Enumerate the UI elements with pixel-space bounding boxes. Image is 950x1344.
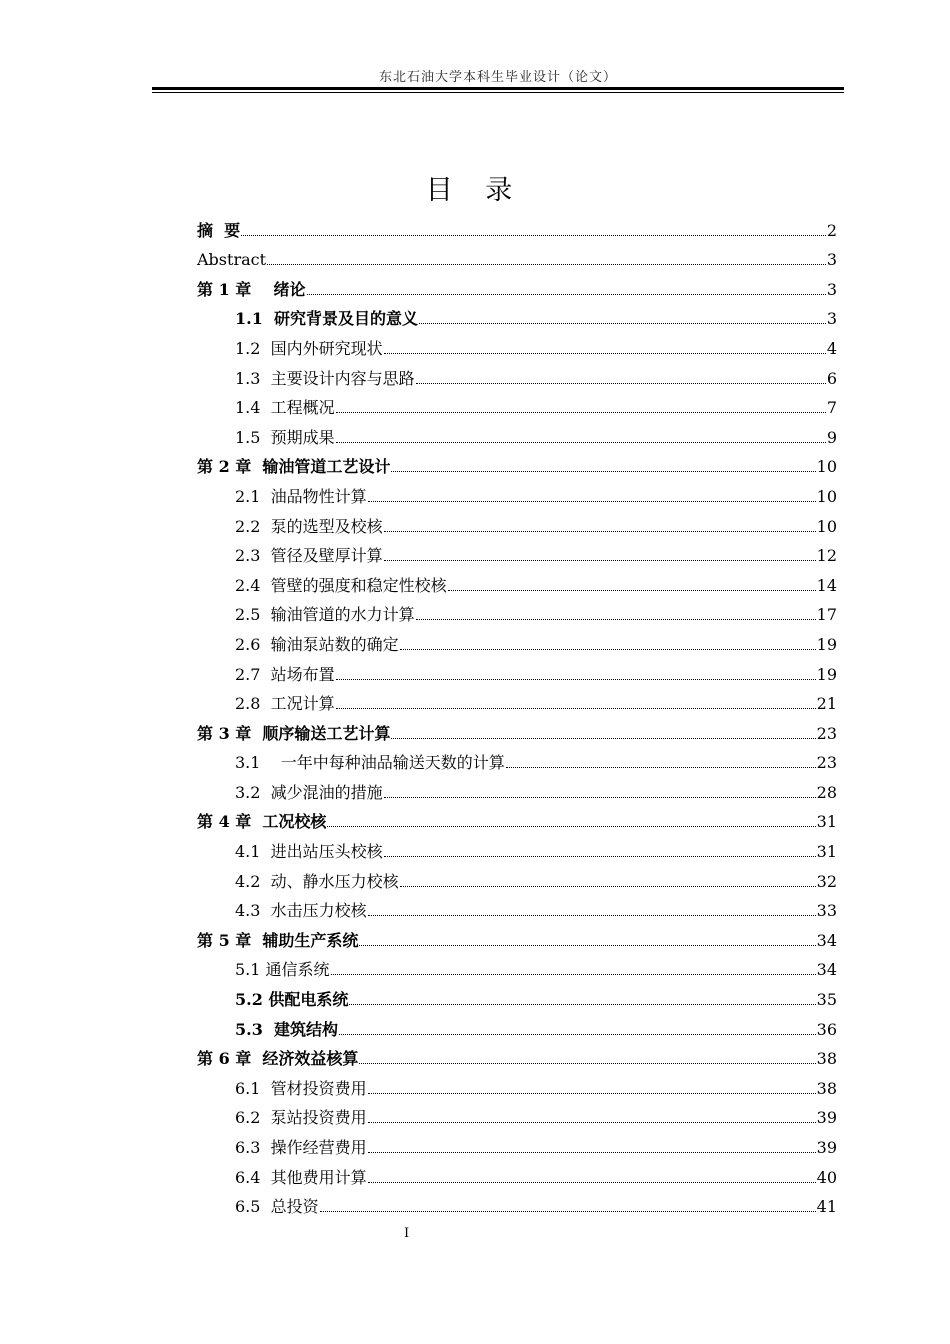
toc-title: 目 录 <box>425 175 525 206</box>
toc-entry-page: 23 <box>816 723 837 743</box>
toc-entry[interactable] <box>197 1099 837 1129</box>
toc-entry-page: 38 <box>816 1049 837 1069</box>
toc-entry[interactable] <box>197 537 837 567</box>
dot-leader <box>368 1122 816 1123</box>
toc-entry[interactable] <box>197 1158 837 1188</box>
dot-leader <box>368 1093 816 1094</box>
toc-entry-page: 3 <box>826 309 837 329</box>
toc-entry-label: 第 2 章 输油管道工艺设计 <box>197 457 391 477</box>
table-of-contents <box>197 211 837 1217</box>
dot-leader <box>267 264 826 265</box>
toc-entry-label: Abstract <box>197 250 267 270</box>
toc-entry[interactable] <box>197 596 837 626</box>
toc-entry[interactable] <box>197 211 837 241</box>
toc-entry-label: 第 6 章 经济效益核算 <box>197 1049 359 1069</box>
toc-entry[interactable] <box>197 448 837 478</box>
toc-entry-page: 3 <box>826 279 837 299</box>
toc-entry-page: 19 <box>816 664 837 684</box>
dot-leader <box>336 442 826 443</box>
toc-entry-page: 34 <box>816 930 837 950</box>
dot-leader <box>307 294 826 295</box>
toc-entry[interactable] <box>197 685 837 715</box>
toc-entry-page: 31 <box>816 842 837 862</box>
toc-entry[interactable] <box>197 1188 837 1218</box>
dot-leader <box>384 353 826 354</box>
toc-entry-page: 21 <box>816 694 837 714</box>
dot-leader <box>339 1034 816 1035</box>
toc-entry-label: 5.2 供配电系统 <box>235 990 349 1010</box>
dot-leader <box>384 531 816 532</box>
running-header: 东北石油大学本科生毕业设计（论文） <box>378 70 617 85</box>
dot-leader <box>419 323 826 324</box>
toc-entry-label: 第 4 章 工况校核 <box>197 812 327 832</box>
toc-entry[interactable] <box>197 389 837 419</box>
toc-entry-page: 38 <box>816 1078 837 1098</box>
toc-entry-page: 35 <box>816 990 837 1010</box>
dot-leader <box>506 767 816 768</box>
toc-entry-label: 2.5 输油管道的水力计算 <box>235 605 415 625</box>
toc-entry-label: 3.1 一年中每种油品输送天数的计算 <box>235 753 505 773</box>
toc-entry-page: 7 <box>826 398 837 418</box>
toc-entry-page: 39 <box>816 1108 837 1128</box>
toc-entry[interactable] <box>197 980 837 1010</box>
toc-entry[interactable] <box>197 773 837 803</box>
toc-entry-page: 19 <box>816 634 837 654</box>
toc-entry[interactable] <box>197 359 837 389</box>
toc-entry-page: 39 <box>816 1138 837 1157</box>
toc-entry-label: 1.4 工程概况 <box>235 398 335 418</box>
toc-entry-page: 12 <box>816 546 837 566</box>
toc-entry-page: 34 <box>816 960 837 980</box>
toc-entry[interactable] <box>197 270 837 300</box>
toc-entry-page: 10 <box>816 457 837 477</box>
header-rule-thin <box>152 92 844 93</box>
dot-leader <box>336 708 816 709</box>
toc-entry[interactable] <box>197 1128 837 1158</box>
toc-entry[interactable] <box>197 566 837 596</box>
toc-entry-page: 10 <box>816 486 837 506</box>
toc-entry-page: 6 <box>826 368 837 388</box>
toc-entry-label: 6.5 总投资 <box>235 1197 319 1217</box>
toc-entry[interactable] <box>197 1069 837 1099</box>
dot-leader <box>384 797 816 798</box>
header-rule-thick <box>152 87 844 90</box>
dot-leader <box>368 501 816 502</box>
dot-leader <box>336 412 826 413</box>
toc-entry-label: 2.6 输油泵站数的确定 <box>235 634 399 654</box>
toc-entry-page: 3 <box>826 250 837 270</box>
toc-entry-page: 4 <box>826 338 837 358</box>
toc-entry[interactable] <box>197 892 837 922</box>
toc-entry[interactable] <box>197 1040 837 1070</box>
toc-entry-page: 9 <box>826 427 837 447</box>
toc-entry-label: 5.1 通信系统 <box>235 960 330 980</box>
toc-entry-label: 4.2 动、静水压力校核 <box>235 871 399 891</box>
toc-entry-page: 10 <box>816 516 837 536</box>
dot-leader <box>448 590 816 591</box>
dot-leader <box>368 1182 816 1183</box>
toc-entry-label: 2.4 管壁的强度和稳定性校核 <box>235 575 447 595</box>
toc-entry-label: 2.1 油品物性计算 <box>235 486 367 506</box>
dot-leader <box>391 738 815 739</box>
toc-entry[interactable] <box>197 418 837 448</box>
toc-entry[interactable] <box>197 862 837 892</box>
toc-entry-page: 17 <box>816 605 837 625</box>
toc-entry[interactable] <box>197 832 837 862</box>
toc-entry[interactable] <box>197 1010 837 1040</box>
dot-leader <box>368 915 816 916</box>
toc-entry-page: 33 <box>816 901 837 921</box>
dot-leader <box>400 649 816 650</box>
toc-entry-page: 14 <box>816 575 837 595</box>
toc-entry-label: 6.4 其他费用计算 <box>235 1167 367 1187</box>
toc-entry-label: 第 5 章 辅助生产系统 <box>197 930 359 950</box>
toc-entry[interactable] <box>197 951 837 981</box>
toc-entry-label: 2.7 站场布置 <box>235 664 335 684</box>
toc-entry[interactable] <box>197 921 837 951</box>
toc-entry-page: 2 <box>826 220 837 240</box>
page-number: I <box>404 1226 410 1241</box>
toc-entry-label: 第 3 章 顺序输送工艺计算 <box>197 723 391 743</box>
toc-entry-label: 第 1 章 绪论 <box>197 279 306 299</box>
toc-entry-page: 36 <box>816 1019 837 1039</box>
toc-entry[interactable] <box>197 300 837 330</box>
toc-entry[interactable] <box>197 714 837 744</box>
toc-entry-label: 6.1 管材投资费用 <box>235 1078 367 1098</box>
toc-entry-label: 摘 要 <box>197 220 241 240</box>
toc-entry-label: 2.3 管径及壁厚计算 <box>235 546 383 566</box>
dot-leader <box>359 1063 815 1064</box>
toc-entry-page: 28 <box>816 782 837 802</box>
toc-entry-page: 41 <box>816 1197 837 1217</box>
dot-leader <box>391 471 815 472</box>
toc-entry-label: 4.3 水击压力校核 <box>235 901 367 921</box>
toc-entry[interactable] <box>197 477 837 507</box>
toc-entry[interactable] <box>197 803 837 833</box>
toc-entry[interactable] <box>197 329 837 359</box>
toc-entry-label: 1.3 主要设计内容与思路 <box>235 368 415 388</box>
dot-leader <box>368 1152 816 1153</box>
toc-entry-label: 1.2 国内外研究现状 <box>235 338 383 358</box>
toc-entry-label: 1.5 预期成果 <box>235 427 335 447</box>
dot-leader <box>327 826 815 827</box>
toc-entry-label: 3.2 减少混油的措施 <box>235 782 383 802</box>
toc-entry-page: 23 <box>816 753 837 773</box>
dot-leader <box>400 886 816 887</box>
toc-entry-label: 2.8 工况计算 <box>235 694 335 714</box>
toc-entry[interactable] <box>197 744 837 774</box>
dot-leader <box>384 560 816 561</box>
dot-leader <box>241 235 826 236</box>
toc-entry-label: 1.1 研究背景及目的意义 <box>235 309 418 329</box>
dot-leader <box>416 383 826 384</box>
toc-entry-page: 31 <box>816 812 837 832</box>
dot-leader <box>320 1211 816 1212</box>
toc-entry-label: 4.1 进出站压头校核 <box>235 842 383 862</box>
toc-entry[interactable] <box>197 625 837 655</box>
toc-entry[interactable] <box>197 655 837 685</box>
toc-entry[interactable] <box>197 507 837 537</box>
toc-entry-page: 32 <box>816 871 837 891</box>
dot-leader <box>336 679 816 680</box>
toc-entry[interactable] <box>197 241 837 271</box>
toc-entry-label: 5.3 建筑结构 <box>235 1019 338 1039</box>
dot-leader <box>349 1004 815 1005</box>
toc-entry-page: 40 <box>816 1167 837 1187</box>
toc-entry-label: 2.2 泵的选型及校核 <box>235 516 383 536</box>
dot-leader <box>384 856 816 857</box>
dot-leader <box>416 619 816 620</box>
toc-entry-label: 6.2 泵站投资费用 <box>235 1108 367 1128</box>
dot-leader <box>359 945 815 946</box>
dot-leader <box>331 974 816 975</box>
toc-entry-label: 6.3 操作经营费用 <box>235 1138 367 1157</box>
